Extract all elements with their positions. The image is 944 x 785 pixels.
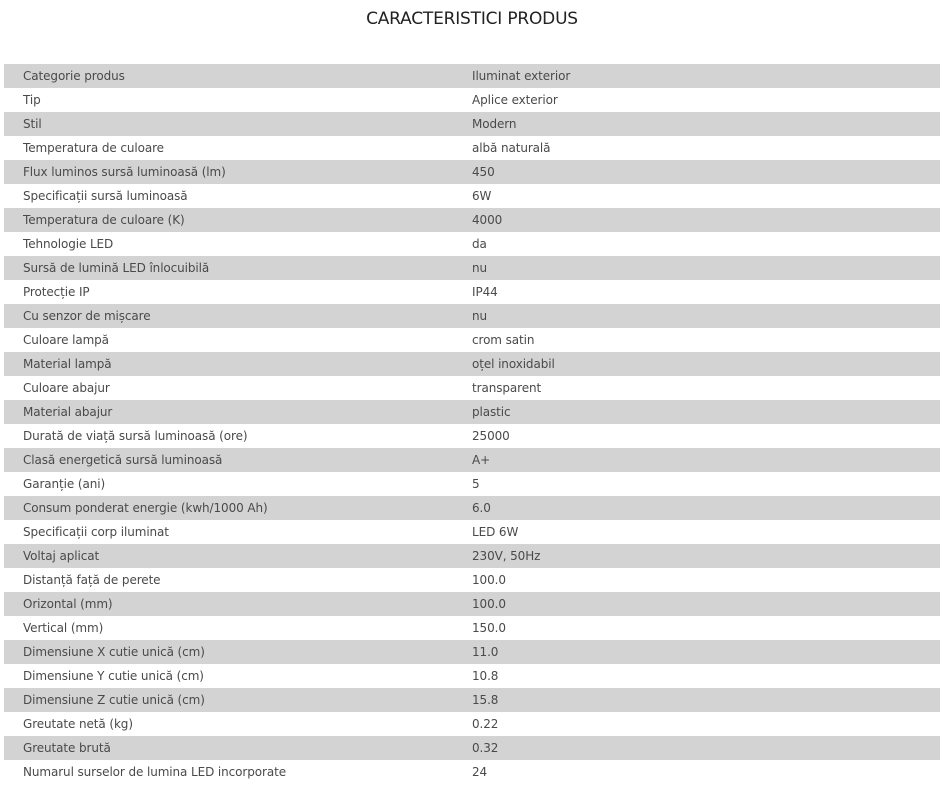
spec-value: A+: [472, 453, 491, 467]
table-row: [4, 736, 940, 760]
table-row: [4, 232, 940, 256]
spec-label: Protecție IP: [23, 285, 90, 299]
spec-label: Culoare lampă: [23, 333, 109, 347]
spec-value: LED 6W: [472, 525, 519, 539]
spec-value: 150.0: [472, 621, 506, 635]
spec-label: Tehnologie LED: [23, 237, 114, 251]
spec-value: 0.32: [472, 741, 499, 755]
table-row: [4, 472, 940, 496]
spec-value: Modern: [472, 117, 517, 131]
spec-label: Flux luminos sursă luminoasă (lm): [23, 165, 226, 179]
spec-value: 6.0: [472, 501, 491, 515]
table-row: [4, 88, 940, 112]
spec-label: Distanță față de perete: [23, 573, 161, 587]
spec-value: nu: [472, 261, 488, 275]
table-row: [4, 424, 940, 448]
table-row: [4, 184, 940, 208]
table-row: [4, 256, 940, 280]
spec-value: 100.0: [472, 597, 506, 611]
spec-label: Clasă energetică sursă luminoasă: [23, 453, 223, 467]
page-title: CARACTERISTICI PRODUS: [366, 9, 578, 29]
spec-value: 450: [472, 165, 495, 179]
table-row: [4, 544, 940, 568]
table-row: [4, 448, 940, 472]
spec-label: Specificații sursă luminoasă: [23, 189, 188, 203]
spec-label: Greutate netă (kg): [23, 717, 133, 731]
spec-label: Categorie produs: [23, 69, 125, 83]
table-row: [4, 400, 940, 424]
table-row: [4, 664, 940, 688]
spec-label: Orizontal (mm): [23, 597, 113, 611]
spec-value: 24: [472, 765, 488, 779]
spec-value: nu: [472, 309, 488, 323]
spec-label: Cu senzor de mișcare: [23, 309, 151, 323]
table-row: [4, 352, 940, 376]
spec-label: Numarul surselor de lumina LED incorporate: [23, 765, 286, 779]
spec-label: Specificații corp iluminat: [23, 525, 169, 539]
spec-label: Temperatura de culoare (K): [23, 213, 185, 227]
table-row: [4, 304, 940, 328]
table-row: [4, 136, 940, 160]
table-row: [4, 688, 940, 712]
table-row: [4, 520, 940, 544]
table-row: [4, 280, 940, 304]
spec-label: Stil: [23, 117, 42, 131]
spec-label: Consum ponderat energie (kwh/1000 Ah): [23, 501, 268, 515]
spec-label: Dimensiune X cutie unică (cm): [23, 645, 205, 659]
spec-value: transparent: [472, 381, 542, 395]
spec-label: Sursă de lumină LED înlocuibilă: [23, 261, 210, 275]
table-row: [4, 208, 940, 232]
spec-value: 4000: [472, 213, 503, 227]
spec-label: Dimensiune Z cutie unică (cm): [23, 693, 205, 707]
spec-value: crom satin: [472, 333, 535, 347]
table-row: [4, 160, 940, 184]
spec-value: 15.8: [472, 693, 499, 707]
spec-label: Tip: [23, 93, 41, 107]
spec-label: Greutate brută: [23, 741, 111, 755]
spec-label: Dimensiune Y cutie unică (cm): [23, 669, 204, 683]
spec-label: Culoare abajur: [23, 381, 110, 395]
spec-value: albă naturală: [472, 141, 551, 155]
spec-value: da: [472, 237, 487, 251]
spec-label: Material abajur: [23, 405, 113, 419]
table-row: [4, 616, 940, 640]
spec-value: Iluminat exterior: [472, 69, 571, 83]
spec-value: 11.0: [472, 645, 499, 659]
spec-value: 230V, 50Hz: [472, 549, 541, 563]
spec-label: Vertical (mm): [23, 621, 104, 635]
table-row: [4, 760, 940, 784]
table-row: [4, 592, 940, 616]
table-row: [4, 112, 940, 136]
spec-label: Voltaj aplicat: [23, 549, 100, 563]
spec-value: IP44: [472, 285, 498, 299]
table-row: [4, 640, 940, 664]
spec-value: 0.22: [472, 717, 499, 731]
spec-value: Aplice exterior: [472, 93, 558, 107]
spec-value: 100.0: [472, 573, 506, 587]
spec-label: Material lampă: [23, 357, 112, 371]
table-row: [4, 568, 940, 592]
spec-value: oțel inoxidabil: [472, 357, 555, 371]
table-row: [4, 376, 940, 400]
table-row: [4, 496, 940, 520]
table-row: [4, 64, 940, 88]
spec-value: 6W: [472, 189, 492, 203]
table-row: [4, 328, 940, 352]
spec-label: Durată de viață sursă luminoasă (ore): [23, 429, 248, 443]
spec-label: Garanție (ani): [23, 477, 106, 491]
spec-value: 10.8: [472, 669, 499, 683]
spec-value: 25000: [472, 429, 510, 443]
spec-label: Temperatura de culoare: [23, 141, 164, 155]
specs-table: [4, 64, 940, 784]
spec-value: 5: [472, 477, 480, 491]
table-row: [4, 712, 940, 736]
spec-value: plastic: [472, 405, 511, 419]
